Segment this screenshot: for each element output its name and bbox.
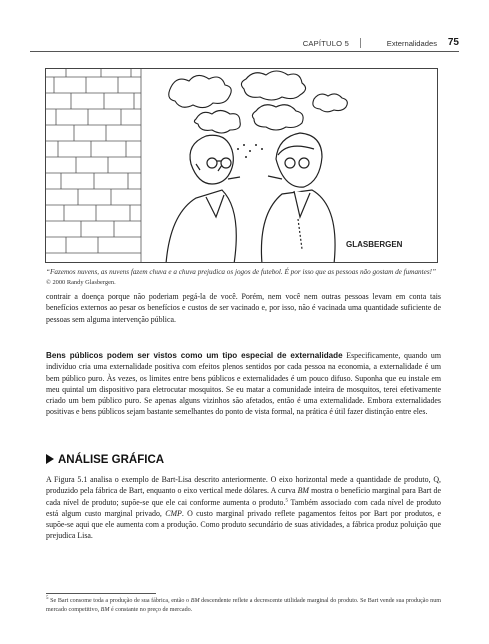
- curve-label-cmp: CMP: [165, 508, 182, 518]
- curve-label-bm: BM: [297, 486, 310, 496]
- page-number: 75: [447, 37, 459, 48]
- header-separator: [360, 38, 361, 48]
- footnote-marker[interactable]: 5: [285, 497, 288, 503]
- paragraph-graphical-analysis: [46, 474, 441, 542]
- section-label: Externalidades: [386, 39, 437, 48]
- text-run: Se Bart consome toda a produção de sua fábrica, então o: [50, 598, 191, 604]
- header-rule: [30, 51, 459, 52]
- paragraph-lead-heading: Bens públicos podem ser vistos como um tipo especial de externalidade: [46, 351, 343, 360]
- caption-quote: “Fazemos nuvens, as nuvens fazem chuva e a chuva prejudica os jogos de futebol. É por isso que as pessoas não gostam de fumantes!”: [46, 268, 437, 276]
- text-run: descendente reflete a decrescente utilidade marginal do produto. Se Bart vende sua produção num mercado competitivo,: [46, 598, 441, 613]
- text-run: A Figura 5.1 analisa o exemplo de Bart-Lisa descrito anteriormente. O eixo horizontal mede a quantidade de produto, Q, produzido pela fábrica de Bart, enquanto o eixo vertical mede dólares. A curva: [46, 475, 441, 496]
- smoke-clouds: [169, 71, 348, 133]
- paragraph-vaccination: contrair a doença porque não poderiam pegá-la de você. Porém, nem você nem outras pessoas levam em conta tais benefícios externos ao pesar os benefícios e custos de ser vacinado e, por isso, não é vacinada uma quantidade suficiente de pessoas sem alguma intervenção pública.: [46, 292, 441, 324]
- paragraph-public-goods: [46, 350, 441, 418]
- paragraph-public-goods-body: Especificamente, quando um indivíduo cria uma externalidade positiva com efeitos plenos sentidos por cada pessoa na economia, a externalidade é um bem público puro. Às vezes, os limites entre bens públicos e externalidades é um pouco difuso. Suponha que eu instale em meu quintal um dispositivo para eletrocutar mosquitos. Se eu matar a comunidade inteira de mosquitos, terei efetivamente criado um bem público puro. Se apenas alguns vizinhos são afetados, então é uma externalidade. Embora externalidades positivas e bens públicos sejam bastante semelhantes do ponto de vista formal, na prática é útil fazer distinção entre eles.: [46, 351, 441, 417]
- text-run: mostra o benefício marginal para Bart de cada nível de produto; supõe-se que ele cai conforme aumenta o produto.: [46, 486, 441, 507]
- text-run: Também associado com cada nível de produto está algum custo marginal privado,: [46, 497, 441, 518]
- text-run: é constante no preço de mercado.: [109, 607, 193, 613]
- cartoon-caption: [46, 267, 439, 288]
- smoke-dots: [237, 144, 263, 158]
- chapter-label: CAPÍTULO 5: [302, 39, 349, 48]
- text-run: . O custo marginal privado reflete pagamentos feitos por Bart por produtos, e supõe-se aqui que ele aumenta com a produção. Como produto secundário de suas atividades, a fábrica produz poluição que prejudica Lisa.: [46, 508, 441, 541]
- cartoonist-signature: GLASBERGEN: [346, 240, 403, 249]
- term-bm: BM: [190, 598, 200, 604]
- cartoon-drawing: [46, 69, 438, 263]
- caption-credit: © 2000 Randy Glasbergen.: [46, 279, 116, 286]
- triangle-bullet-icon: [46, 454, 54, 464]
- section-heading-text: ANÁLISE GRÁFICA: [58, 454, 165, 466]
- footnote: [46, 597, 441, 615]
- term-bm: BM: [100, 607, 110, 613]
- brick-wall: [46, 69, 141, 263]
- footnote-rule: [46, 593, 156, 594]
- footnote-number: 5: [46, 595, 49, 601]
- section-heading: [46, 454, 164, 466]
- right-man: [261, 133, 335, 263]
- left-man: [166, 135, 240, 263]
- running-header: [30, 36, 459, 52]
- cartoon-illustration: [45, 68, 438, 263]
